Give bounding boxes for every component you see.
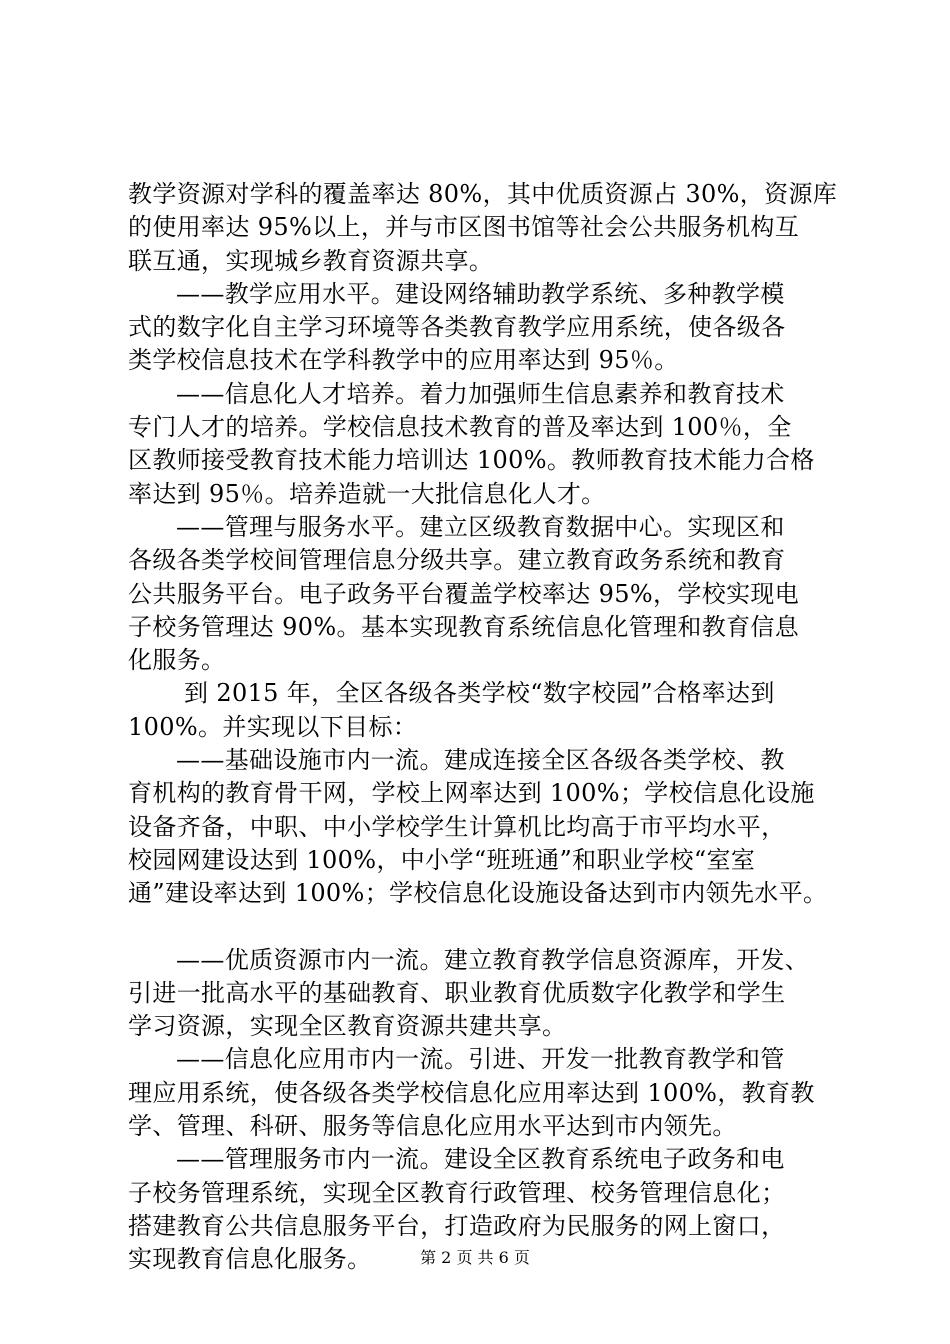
body-line: ——信息化应用市内一流。引进、开发一批教育教学和管 (176, 1045, 785, 1074)
body-line: 专门人才的培养。学校信息技术教育的普及率达到 100％，全 (128, 413, 792, 442)
body-line: 学习资源，实现全区教育资源共建共享。 (128, 1012, 567, 1041)
body-line: 搭建教育公共信息服务平台，打造政府为民服务的网上窗口， (128, 1211, 786, 1240)
body-line: ——信息化人才培养。着力加强师生信息素养和教育技术 (176, 379, 785, 408)
body-line: 100%。并实现以下目标： (128, 712, 418, 741)
paragraph-gap (128, 911, 840, 944)
body-line: 到 2015 年，全区各级各类学校“数字校园”合格率达到 (184, 679, 775, 708)
body-line: 引进一批高水平的基础教育、职业教育优质数字化教学和学生 (128, 978, 786, 1007)
body-line: 公共服务平台。电子政务平台覆盖学校率达 95%，学校实现电 (128, 579, 800, 608)
body-line: 设备齐备，中职、中小学校学生计算机比均高于市平均水平， (128, 812, 786, 841)
body-line: 的使用率达 95%以上，并与市区图书馆等社会公共服务机构互 (128, 213, 800, 242)
document-body (128, 178, 840, 1277)
body-line: 校园网建设达到 100%，中小学“班班通”和职业学校“室室 (128, 845, 756, 874)
body-line: 学、管理、科研、服务等信息化应用水平达到市内领先。 (128, 1112, 737, 1141)
page-footer: 第 2 页 共 6 页 (420, 1248, 530, 1267)
body-line: 各级各类学校间管理信息分级共享。建立教育政务系统和教育 (128, 546, 786, 575)
body-line: 率达到 95％。培养造就一大批信息化人才。 (128, 479, 606, 508)
body-line: ——教学应用水平。建设网络辅助教学系统、多种教学模 (176, 279, 785, 308)
body-line: ——基础设施市内一流。建成连接全区各级各类学校、教 (176, 746, 785, 775)
body-line: 区教师接受教育技术能力培训达 100%。教师教育技术能力合格 (128, 446, 815, 475)
body-line: 实现教育信息化服务。 (128, 1245, 372, 1274)
body-line: 子校务管理达 90%。基本实现教育系统信息化管理和教育信息 (128, 612, 800, 641)
body-line: 联互通，实现城乡教育资源共享。 (128, 246, 494, 275)
body-line: ——优质资源市内一流。建立教育教学信息资源库，开发、 (176, 945, 810, 974)
body-line: 育机构的教育骨干网，学校上网率达到 100%；学校信息化设施 (128, 779, 815, 808)
body-line: ——管理与服务水平。建立区级教育数据中心。实现区和 (176, 512, 785, 541)
body-line: 理应用系统，使各级各类学校信息化应用率达到 100%，教育教 (128, 1078, 815, 1107)
body-line: 式的数字化自主学习环境等各类教育教学应用系统，使各级各 (128, 313, 786, 342)
body-line: ——管理服务市内一流。建设全区教育系统电子政务和电 (176, 1145, 785, 1174)
body-line: 类学校信息技术在学科教学中的应用率达到 95％。 (128, 346, 679, 375)
body-line: 子校务管理系统，实现全区教育行政管理、校务管理信息化； (128, 1178, 786, 1207)
body-line: 通”建设率达到 100%；学校信息化设施设备达到市内领先水平。 (128, 879, 828, 908)
body-line: 化服务。 (128, 646, 226, 675)
body-line: 教学资源对学科的覆盖率达 80%，其中优质资源占 30%，资源库 (128, 180, 838, 208)
